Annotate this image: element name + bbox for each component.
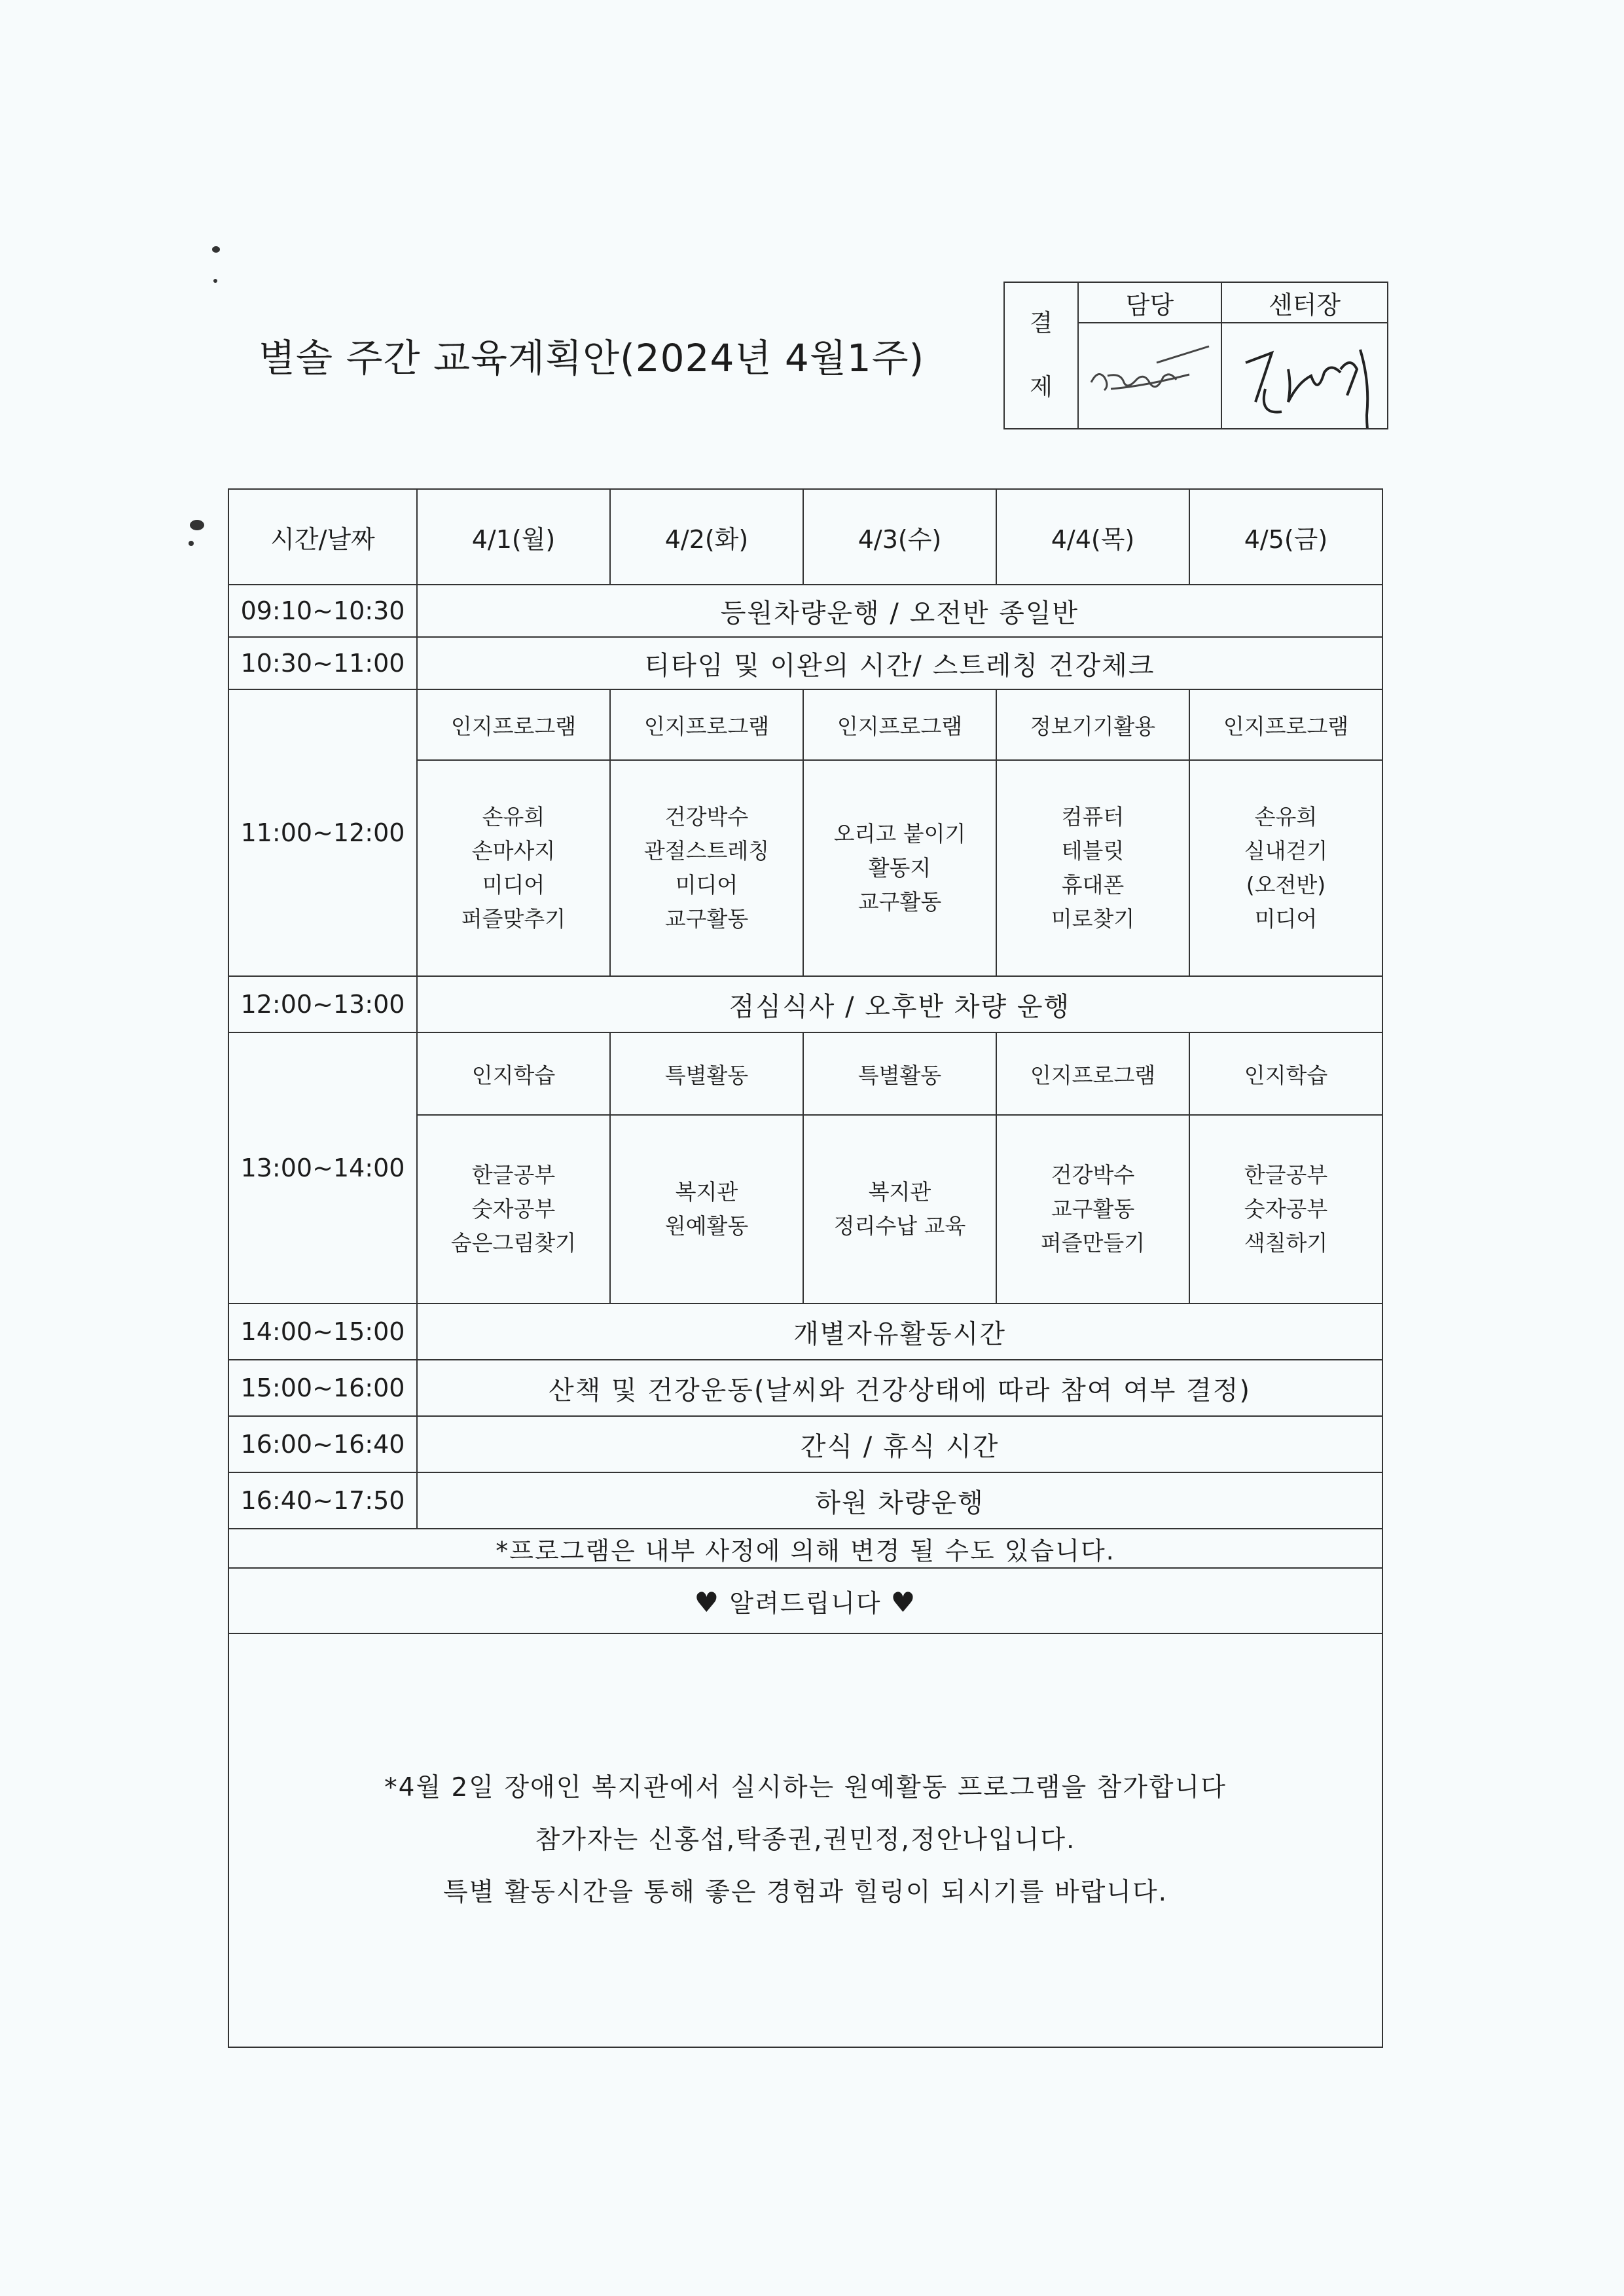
activity-item: 실내걷기 xyxy=(1244,838,1328,864)
scan-speck xyxy=(189,541,194,546)
activity-list-cell xyxy=(996,760,1189,976)
activity-list-cell xyxy=(1189,760,1382,976)
schedule-change-note: *프로그램은 내부 사정에 의해 변경 될 수도 있습니다. xyxy=(228,1529,1382,1568)
activity-item: 정리수납 교육 xyxy=(833,1213,966,1239)
activity-item: 활동지 xyxy=(868,855,931,881)
category-cell: 인지프로그램 xyxy=(417,689,610,760)
activity-item: 미디어 xyxy=(675,872,738,898)
activity-item: 손마사지 xyxy=(471,838,556,864)
category-cell: 특별활동 xyxy=(803,1032,996,1115)
activity-item: 교구활동 xyxy=(857,889,942,915)
approval-col-director: 센터장 xyxy=(1221,282,1388,323)
category-cell: 인지학습 xyxy=(417,1032,610,1115)
activity-list-cell xyxy=(996,1115,1189,1303)
activity-item: 손유희 xyxy=(1254,804,1318,829)
director-signature xyxy=(1221,323,1388,429)
activity-item: 한글공부 xyxy=(1244,1162,1328,1188)
activity-item: 건강박수 xyxy=(1051,1162,1135,1188)
category-cell: 인지프로그램 xyxy=(610,689,803,760)
approval-side-label xyxy=(1004,282,1078,429)
activity-list-cell xyxy=(610,1115,803,1303)
activity-list-cell xyxy=(803,760,996,976)
time-cell: 14:00~15:00 xyxy=(228,1303,417,1360)
table-row xyxy=(228,689,1382,760)
activity-list-cell xyxy=(1189,1115,1382,1303)
activity-list-cell xyxy=(417,1115,610,1303)
activity-item: 미로찾기 xyxy=(1051,906,1135,932)
header-time-date: 시간/날짜 xyxy=(228,489,417,585)
table-row xyxy=(228,976,1382,1032)
activity-cell: 하원 차량운행 xyxy=(417,1472,1382,1529)
activity-cell: 점심식사 / 오후반 차량 운행 xyxy=(417,976,1382,1032)
activity-item: 컴퓨터 xyxy=(1061,804,1125,829)
category-cell: 인지프로그램 xyxy=(996,1032,1189,1115)
scan-speck xyxy=(212,246,220,253)
activity-item: 건강박수 xyxy=(664,804,749,829)
activity-list-cell xyxy=(803,1115,996,1303)
category-cell: 인지프로그램 xyxy=(803,689,996,760)
approval-col-staff: 담당 xyxy=(1078,282,1221,323)
approval-label-2: 제 xyxy=(1030,374,1053,401)
activity-item: 한글공부 xyxy=(471,1162,556,1188)
activity-item: 퍼즐맞추기 xyxy=(461,906,566,932)
notice-body xyxy=(228,1633,1382,2047)
time-cell: 15:00~16:00 xyxy=(228,1360,417,1416)
activity-item: 손유희 xyxy=(482,804,545,829)
activity-item: 원예활동 xyxy=(664,1213,749,1239)
table-row xyxy=(228,1360,1382,1416)
activity-item: 미디어 xyxy=(1254,906,1318,932)
header-day-wed: 4/3(수) xyxy=(803,489,996,585)
activity-item: 미디어 xyxy=(482,872,545,898)
activity-item: (오전반) xyxy=(1246,872,1326,898)
notice-line: *4월 2일 장애인 복지관에서 실시하는 원예활동 프로그램을 참가합니다 xyxy=(384,1773,1227,1802)
activity-item: 복지관 xyxy=(868,1179,931,1205)
category-cell: 정보기기활용 xyxy=(996,689,1189,760)
activity-item: 퍼즐만들기 xyxy=(1040,1230,1146,1256)
scan-speck xyxy=(190,520,204,530)
notice-line: 특별 활동시간을 통해 좋은 경험과 힐링이 되시기를 바랍니다. xyxy=(442,1878,1168,1907)
activity-item: 교구활동 xyxy=(664,906,749,932)
approval-label-1: 결 xyxy=(1030,310,1053,337)
activity-item: 색칠하기 xyxy=(1244,1230,1328,1256)
time-cell: 13:00~14:00 xyxy=(228,1032,417,1303)
header-day-fri: 4/5(금) xyxy=(1189,489,1382,585)
activity-cell: 티타임 및 이완의 시간/ 스트레칭 건강체크 xyxy=(417,637,1382,689)
notice-heading-text: 알려드립니다 xyxy=(729,1588,882,1618)
activity-item: 휴대폰 xyxy=(1061,872,1125,898)
activity-item: 숫자공부 xyxy=(471,1196,556,1222)
activity-list-cell xyxy=(610,760,803,976)
heart-icon: ♥ xyxy=(890,1586,917,1618)
category-cell: 인지프로그램 xyxy=(1189,689,1382,760)
time-cell: 09:10~10:30 xyxy=(228,585,417,637)
activity-cell: 산책 및 건강운동(날씨와 건강상태에 따라 참여 여부 결정) xyxy=(417,1360,1382,1416)
time-cell: 11:00~12:00 xyxy=(228,689,417,976)
scan-speck xyxy=(213,279,217,283)
table-row xyxy=(228,1303,1382,1360)
activity-item: 오리고 붙이기 xyxy=(833,821,966,847)
table-row xyxy=(228,1416,1382,1472)
heart-icon: ♥ xyxy=(694,1586,721,1618)
activity-cell: 등원차량운행 / 오전반 종일반 xyxy=(417,585,1382,637)
header-day-mon: 4/1(월) xyxy=(417,489,610,585)
table-row xyxy=(228,1472,1382,1529)
notice-line: 참가자는 신홍섭,탁종권,권민정,정안나입니다. xyxy=(535,1825,1076,1855)
approval-box xyxy=(1003,282,1388,429)
notice-heading xyxy=(228,1568,1382,1633)
activity-item: 교구활동 xyxy=(1051,1196,1135,1222)
header-day-thu: 4/4(목) xyxy=(996,489,1189,585)
time-cell: 16:00~16:40 xyxy=(228,1416,417,1472)
table-row xyxy=(228,585,1382,637)
header-row xyxy=(228,489,1382,585)
activity-item: 숨은그림찾기 xyxy=(450,1230,577,1256)
activity-item: 복지관 xyxy=(675,1179,738,1205)
weekly-schedule-table xyxy=(228,488,1383,2048)
activity-item: 테블릿 xyxy=(1061,838,1125,864)
header-day-tue: 4/2(화) xyxy=(610,489,803,585)
activity-cell: 간식 / 휴식 시간 xyxy=(417,1416,1382,1472)
notice-heading-row xyxy=(228,1568,1382,1633)
category-cell: 특별활동 xyxy=(610,1032,803,1115)
activity-list-cell xyxy=(417,760,610,976)
time-cell: 10:30~11:00 xyxy=(228,637,417,689)
notice-body-row xyxy=(228,1633,1382,2047)
time-cell: 12:00~13:00 xyxy=(228,976,417,1032)
table-row xyxy=(228,637,1382,689)
category-cell: 인지학습 xyxy=(1189,1032,1382,1115)
activity-item: 관절스트레칭 xyxy=(643,838,770,864)
table-row xyxy=(228,1032,1382,1115)
note-row xyxy=(228,1529,1382,1568)
document-title: 별솔 주간 교육계획안(2024년 4월1주) xyxy=(259,336,925,380)
activity-cell: 개별자유활동시간 xyxy=(417,1303,1382,1360)
activity-item: 숫자공부 xyxy=(1244,1196,1328,1222)
staff-signature xyxy=(1078,323,1221,429)
time-cell: 16:40~17:50 xyxy=(228,1472,417,1529)
